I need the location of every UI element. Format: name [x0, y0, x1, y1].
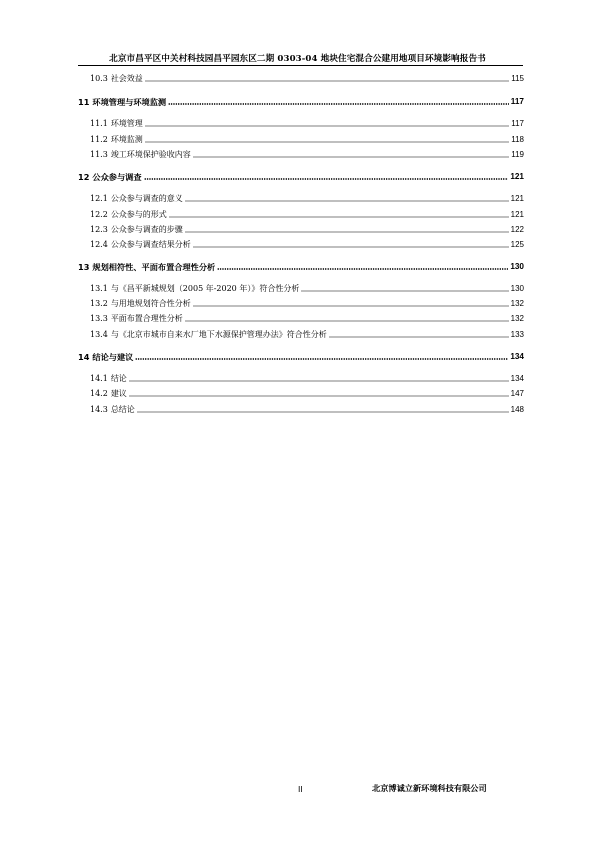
- toc-entry-number: 10.3: [90, 74, 108, 83]
- toc-entry-title: 公众参与的形式: [110, 210, 167, 219]
- toc-section-entry[interactable]: [78, 208, 524, 220]
- toc-entry-title: 竣工环境保护验收内容: [110, 150, 191, 159]
- toc-dot-leader: [135, 358, 508, 360]
- toc-dot-leader: [129, 395, 509, 397]
- toc-entry-page-number: 122: [510, 225, 524, 234]
- toc-entry-title: 公众参与调查结果分析: [110, 240, 191, 249]
- toc-entry-number: 12.2: [90, 210, 108, 219]
- toc-entry-title: 与《北京市城市自来水厂地下水源保护管理办法》符合性分析: [110, 330, 327, 339]
- toc-entry-title: 公众参与调查的意义: [110, 194, 183, 203]
- footer-organization: 北京博诚立新环境科技有限公司: [372, 783, 487, 793]
- toc-section-entry[interactable]: [78, 148, 524, 160]
- toc-entry-title: 社会效益: [110, 74, 143, 83]
- toc-section-entry[interactable]: [78, 238, 524, 250]
- toc-entry-page-number: 121: [510, 194, 524, 203]
- toc-dot-leader: [137, 411, 509, 413]
- toc-entry-page-number: 117: [511, 119, 524, 128]
- toc-entry-title: 规划相符性、平面布置合理性分析: [92, 262, 216, 272]
- toc-section-entry[interactable]: [78, 387, 524, 399]
- toc-section-entry[interactable]: [78, 328, 524, 340]
- toc-entry-number: 13.4: [90, 330, 108, 339]
- toc-dot-leader: [145, 80, 509, 82]
- toc-entry-page-number: 117: [510, 97, 524, 106]
- toc-entry-page-number: 134: [510, 352, 524, 361]
- toc-entry-page-number: 132: [510, 299, 524, 308]
- toc-entry-page-number: 130: [510, 262, 524, 271]
- toc-entry-title: 公众参与调查的步骤: [110, 225, 183, 234]
- toc-entry-number: 14.1: [90, 374, 108, 383]
- toc-entry-page-number: 133: [510, 330, 524, 339]
- toc-entry-page-number: 132: [510, 314, 524, 323]
- toc-chapter-entry[interactable]: [78, 95, 524, 107]
- toc-entry-title: 环境管理与环境监测: [92, 97, 167, 107]
- toc-entry-number: 11.2: [90, 135, 108, 144]
- toc-dot-leader: [129, 380, 509, 382]
- running-header-title: 北京市昌平区中关村科技园昌平园东区二期 0303-04 地块住宅混合公建用地项目环境影响报告书: [109, 54, 486, 64]
- toc-entry-title: 公众参与调查: [92, 172, 142, 182]
- toc-entry-page-number: 148: [510, 405, 524, 414]
- toc-section-entry[interactable]: [78, 297, 524, 309]
- toc-section-entry[interactable]: [78, 282, 524, 294]
- toc-dot-leader: [329, 336, 509, 338]
- toc-entry-page-number: 115: [511, 74, 524, 83]
- toc-entry-page-number: 119: [511, 150, 524, 159]
- toc-entry-number: 12: [78, 172, 90, 182]
- toc-entry-number: 14: [78, 352, 90, 362]
- toc-dot-leader: [185, 200, 509, 202]
- toc-dot-leader: [301, 290, 508, 292]
- toc-chapter-entry[interactable]: [78, 350, 524, 362]
- toc-entry-title: 结论与建议: [92, 352, 134, 362]
- toc-entry-number: 12.4: [90, 240, 108, 249]
- toc-dot-leader: [193, 246, 509, 248]
- toc-entry-title: 与《昌平新城规划（2005 年-2020 年）》符合性分析: [110, 284, 300, 293]
- toc-entry-title: 环境管理: [110, 119, 143, 128]
- toc-section-entry[interactable]: [78, 192, 524, 204]
- toc-entry-title: 与用地规划符合性分析: [110, 299, 191, 308]
- toc-dot-leader: [185, 231, 509, 233]
- toc-entry-title: 总结论: [110, 405, 135, 414]
- toc-dot-leader: [145, 141, 509, 143]
- toc-entry-title: 环境监测: [110, 135, 143, 144]
- toc-section-entry[interactable]: [78, 72, 524, 84]
- toc-chapter-entry[interactable]: [78, 260, 524, 272]
- toc-entry-page-number: 121: [510, 210, 524, 219]
- toc-entry-number: 13.3: [90, 314, 108, 323]
- toc-section-entry[interactable]: [78, 403, 524, 415]
- toc-section-entry[interactable]: [78, 372, 524, 384]
- toc-entry-page-number: 134: [510, 374, 524, 383]
- toc-dot-leader: [185, 320, 509, 322]
- toc-entry-title: 建议: [110, 389, 127, 398]
- toc-dot-leader: [168, 103, 509, 105]
- toc-entry-number: 13.1: [90, 284, 108, 293]
- toc-dot-leader: [193, 305, 509, 307]
- toc-dot-leader: [217, 268, 508, 270]
- toc-entry-number: 13.2: [90, 299, 108, 308]
- toc-section-entry[interactable]: [78, 223, 524, 235]
- toc-section-entry[interactable]: [78, 117, 524, 129]
- toc-section-entry[interactable]: [78, 133, 524, 145]
- toc-entry-number: 12.1: [90, 194, 108, 203]
- toc-entry-number: 11.1: [90, 119, 108, 128]
- toc-entry-page-number: 121: [510, 172, 524, 181]
- toc-chapter-entry[interactable]: [78, 170, 524, 182]
- toc-dot-leader: [144, 178, 509, 180]
- toc-entry-title: 结论: [110, 374, 127, 383]
- toc-entry-number: 12.3: [90, 225, 108, 234]
- toc-entry-page-number: 147: [510, 389, 524, 398]
- toc-entry-number: 11.3: [90, 150, 108, 159]
- toc-entry-number: 13: [78, 262, 90, 272]
- toc-entry-title: 平面布置合理性分析: [110, 314, 183, 323]
- toc-section-entry[interactable]: [78, 312, 524, 324]
- footer-page-number: II: [298, 785, 303, 794]
- table-of-contents: [78, 0, 524, 842]
- toc-dot-leader: [145, 125, 509, 127]
- toc-dot-leader: [193, 156, 509, 158]
- toc-entry-number: 11: [78, 97, 90, 107]
- toc-entry-number: 14.2: [90, 389, 108, 398]
- toc-dot-leader: [169, 216, 509, 218]
- toc-entry-number: 14.3: [90, 405, 108, 414]
- toc-entry-page-number: 130: [510, 284, 524, 293]
- toc-entry-page-number: 118: [511, 135, 524, 144]
- toc-entry-page-number: 125: [510, 240, 524, 249]
